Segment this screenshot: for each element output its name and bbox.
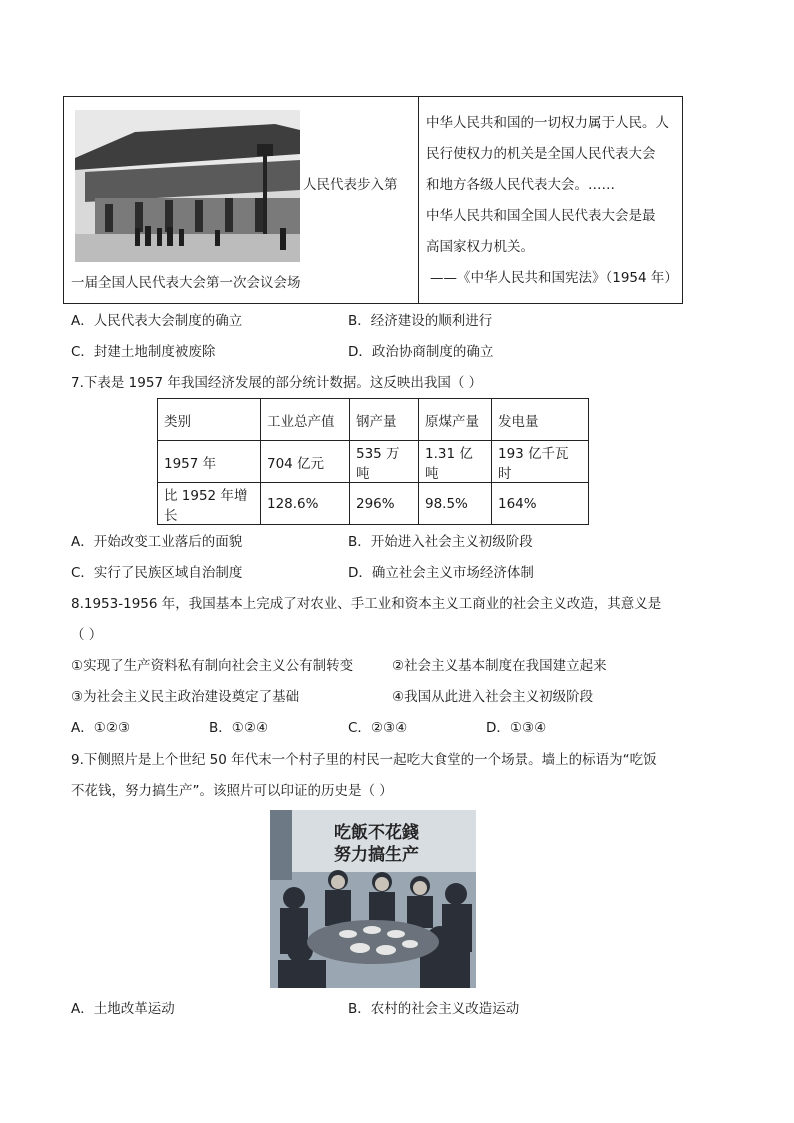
q7-stem: 7.下表是 1957 年我国经济发展的部分统计数据。这反映出我国（ ） xyxy=(71,375,483,391)
q6-option-c[interactable]: C．封建土地制度被废除 xyxy=(71,344,216,360)
table-cell: 1957 年 xyxy=(158,441,261,483)
q6-option-d[interactable]: D．政治协商制度的确立 xyxy=(348,344,494,360)
q8-option-a[interactable]: A．①②③ xyxy=(71,720,131,736)
constitution-line: 中华人民共和国全国人民代表大会是最 xyxy=(426,208,656,224)
constitution-source: ——《中华人民共和国宪法》（1954 年） xyxy=(430,270,678,286)
table-row xyxy=(158,441,589,483)
photo-slogan-line2: 努力搞生产 xyxy=(334,845,419,865)
table-cell: 704 亿元 xyxy=(261,441,350,483)
q7-option-b[interactable]: B．开始进入社会主义初级阶段 xyxy=(348,534,533,550)
table-cell: 98.5% xyxy=(419,483,492,525)
canteen-photo xyxy=(270,810,476,988)
q8-statement-2: ②社会主义基本制度在我国建立起来 xyxy=(392,658,607,674)
table-cell: 128.6% xyxy=(261,483,350,525)
q8-option-c[interactable]: C．②③④ xyxy=(348,720,408,736)
q9-option-b[interactable]: B．农村的社会主义改造运动 xyxy=(348,1001,520,1017)
constitution-line: 和地方各级人民代表大会。…… xyxy=(426,177,615,193)
stats-table xyxy=(157,398,589,525)
table-header-cell: 原煤产量 xyxy=(419,399,492,441)
table-header-row xyxy=(158,399,589,441)
table-header-cell: 钢产量 xyxy=(350,399,419,441)
photo-slogan-line1: 吃飯不花錢 xyxy=(334,823,419,843)
table-header-cell: 类别 xyxy=(158,399,261,441)
table-header-cell: 工业总产值 xyxy=(261,399,350,441)
table-cell: 164% xyxy=(492,483,589,525)
constitution-line: 高国家权力机关。 xyxy=(426,239,534,255)
q8-stem-line2: （ ） xyxy=(71,627,103,643)
photo-caption-2: 一届全国人民代表大会第一次会议会场 xyxy=(71,275,301,291)
q8-statement-4: ④我国从此进入社会主义初级阶段 xyxy=(392,689,594,705)
table-header-cell: 发电量 xyxy=(492,399,589,441)
q9-stem-line2: 不花钱，努力搞生产”。该照片可以印证的历史是（ ） xyxy=(71,783,393,799)
material-divider xyxy=(418,97,419,303)
table-row xyxy=(158,483,589,525)
q9-option-a[interactable]: A．土地改革运动 xyxy=(71,1001,175,1017)
table-cell: 535 万吨 xyxy=(350,441,419,483)
congress-hall-photo xyxy=(75,110,300,262)
q7-option-d[interactable]: D．确立社会主义市场经济体制 xyxy=(348,565,534,581)
q8-stem-line1: 8.1953-1956 年，我国基本上完成了对农业、手工业和资本主义工商业的社会主义改造，其意义是 xyxy=(71,596,662,612)
photo-caption-1: 人民代表步入第 xyxy=(303,177,398,193)
q8-option-d[interactable]: D．①③④ xyxy=(486,720,547,736)
material-box xyxy=(63,96,683,304)
table-cell: 1.31 亿吨 xyxy=(419,441,492,483)
q6-option-b[interactable]: B．经济建设的顺利进行 xyxy=(348,313,493,329)
table-cell: 193 亿千瓦时 xyxy=(492,441,589,483)
table-cell: 比 1952 年增长 xyxy=(158,483,261,525)
q8-statement-1: ①实现了生产资料私有制向社会主义公有制转变 xyxy=(71,658,354,674)
q8-option-b[interactable]: B．①②④ xyxy=(209,720,269,736)
q9-stem-line1: 9.下侧照片是上个世纪 50 年代末一个村子里的村民一起吃大食堂的一个场景。墙上的标语为“吃饭 xyxy=(71,752,657,768)
constitution-line: 民行使权力的机关是全国人民代表大会 xyxy=(426,146,656,162)
q7-option-c[interactable]: C．实行了民族区域自治制度 xyxy=(71,565,243,581)
q7-option-a[interactable]: A．开始改变工业落后的面貌 xyxy=(71,534,243,550)
table-cell: 296% xyxy=(350,483,419,525)
constitution-line: 中华人民共和国的一切权力属于人民。人 xyxy=(426,115,669,131)
q8-statement-3: ③为社会主义民主政治建设奠定了基础 xyxy=(71,689,300,705)
q6-option-a[interactable]: A．人民代表大会制度的确立 xyxy=(71,313,243,329)
